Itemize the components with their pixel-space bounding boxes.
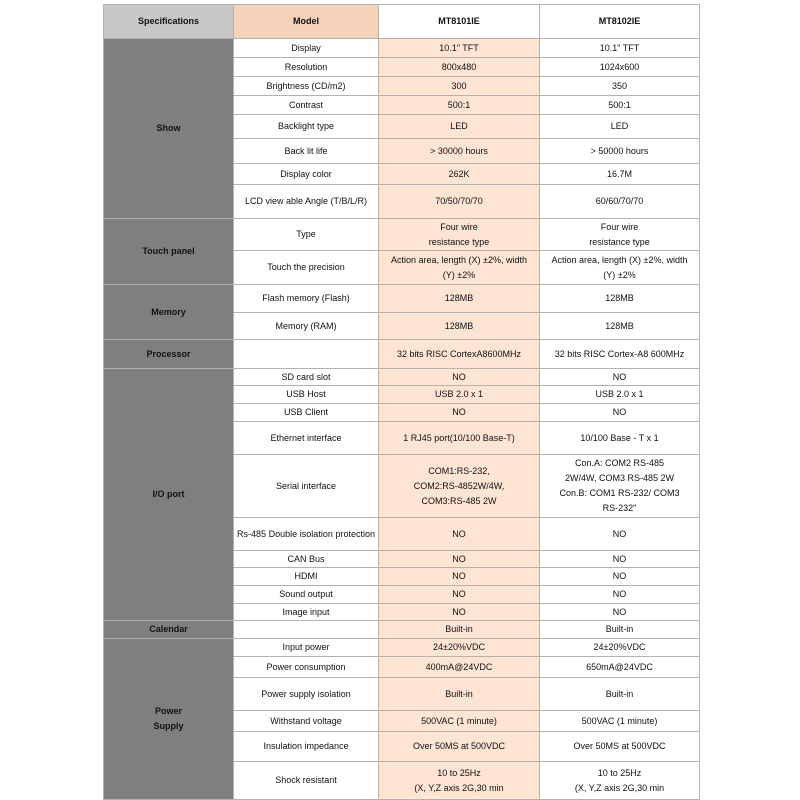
feature-cell: Back lit life [234, 139, 379, 164]
feature-cell: Resolution [234, 58, 379, 77]
value-cell-product1: NO [379, 568, 540, 586]
value-cell-product1: 10.1" TFT [379, 39, 540, 58]
feature-cell: Type [234, 219, 379, 251]
value-cell-product1: 800x480 [379, 58, 540, 77]
value-cell-product2: 16.7M [540, 164, 700, 185]
value-cell-product2: Con.A: COM2 RS-485 2W/4W, COM3 RS-485 2W Con.B: COM1 RS-232/ COM3 RS-232" [540, 455, 700, 518]
value-cell-product1: 128MB [379, 285, 540, 313]
value-cell-product1: 500:1 [379, 96, 540, 115]
feature-cell: LCD view able Angle (T/B/L/R) [234, 185, 379, 219]
value-cell-product1: Built-in [379, 621, 540, 639]
feature-cell: Shock resistant [234, 762, 379, 800]
value-cell-product1: 1 RJ45 port(10/100 Base-T) [379, 422, 540, 455]
table-row [104, 39, 700, 58]
value-cell-product1: 70/50/70/70 [379, 185, 540, 219]
category-cell: Memory [104, 285, 234, 340]
table-row [104, 639, 700, 657]
product1-header: MT8101IE [379, 5, 540, 39]
header-row [104, 5, 700, 39]
category-cell: Power Supply [104, 639, 234, 800]
value-cell-product1: Four wire resistance type [379, 219, 540, 251]
value-cell-product2: 60/60/70/70 [540, 185, 700, 219]
spec-body [104, 39, 700, 800]
value-cell-product1: 32 bits RISC CortexA8600MHz [379, 340, 540, 369]
value-cell-product1: NO [379, 604, 540, 621]
value-cell-product2: 32 bits RISC Cortex-A8 600MHz [540, 340, 700, 369]
table-row [104, 219, 700, 251]
value-cell-product1: LED [379, 115, 540, 139]
feature-cell: USB Host [234, 386, 379, 404]
value-cell-product2: NO [540, 404, 700, 422]
feature-cell: Serial interface [234, 455, 379, 518]
feature-cell [234, 621, 379, 639]
value-cell-product2: LED [540, 115, 700, 139]
value-cell-product2: 500:1 [540, 96, 700, 115]
category-cell: Calendar [104, 621, 234, 639]
value-cell-product2: USB 2.0 x 1 [540, 386, 700, 404]
value-cell-product1: COM1:RS-232, COM2:RS-4852W/4W, COM3:RS-485 2W [379, 455, 540, 518]
value-cell-product2: NO [540, 518, 700, 551]
feature-cell: Rs-485 Double isolation protection [234, 518, 379, 551]
feature-cell: USB Client [234, 404, 379, 422]
product2-header: MT8102IE [540, 5, 700, 39]
value-cell-product1: NO [379, 404, 540, 422]
value-cell-product1: 10 to 25Hz (X, Y,Z axis 2G,30 min [379, 762, 540, 800]
feature-cell: Backlight type [234, 115, 379, 139]
value-cell-product1: 300 [379, 77, 540, 96]
value-cell-product2: NO [540, 604, 700, 621]
value-cell-product2: Four wire resistance type [540, 219, 700, 251]
value-cell-product2: 350 [540, 77, 700, 96]
value-cell-product2: 650mA@24VDC [540, 657, 700, 678]
feature-cell: Flash memory (Flash) [234, 285, 379, 313]
feature-cell: Display [234, 39, 379, 58]
specifications-header: Specifications [104, 5, 234, 39]
value-cell-product1: NO [379, 551, 540, 568]
value-cell-product2: 24±20%VDC [540, 639, 700, 657]
value-cell-product2: NO [540, 586, 700, 604]
category-cell: I/O port [104, 369, 234, 621]
feature-cell: CAN Bus [234, 551, 379, 568]
feature-cell: Brightness (CD/m2) [234, 77, 379, 96]
value-cell-product1: 24±20%VDC [379, 639, 540, 657]
specifications-table [103, 4, 700, 800]
category-cell: Show [104, 39, 234, 219]
feature-cell: Image input [234, 604, 379, 621]
value-cell-product2: NO [540, 369, 700, 386]
value-cell-product2: 128MB [540, 313, 700, 340]
value-cell-product1: Built-in [379, 678, 540, 711]
value-cell-product2: Built-in [540, 621, 700, 639]
feature-cell: Withstand voltage [234, 711, 379, 732]
table-row [104, 621, 700, 639]
value-cell-product1: > 30000 hours [379, 139, 540, 164]
value-cell-product1: NO [379, 586, 540, 604]
feature-cell: SD card slot [234, 369, 379, 386]
value-cell-product1: 128MB [379, 313, 540, 340]
value-cell-product1: Over 50MS at 500VDC [379, 732, 540, 762]
value-cell-product1: NO [379, 369, 540, 386]
category-cell: Processor [104, 340, 234, 369]
model-header: Model [234, 5, 379, 39]
feature-cell: Display color [234, 164, 379, 185]
value-cell-product1: 262K [379, 164, 540, 185]
table-row [104, 369, 700, 386]
feature-cell: Ethernet interface [234, 422, 379, 455]
value-cell-product2: Over 50MS at 500VDC [540, 732, 700, 762]
feature-cell: Memory (RAM) [234, 313, 379, 340]
value-cell-product1: USB 2.0 x 1 [379, 386, 540, 404]
value-cell-product1: Action area, length (X) ±2%, width (Y) ±2% [379, 251, 540, 285]
value-cell-product2: 10/100 Base - T x 1 [540, 422, 700, 455]
feature-cell: Sound output [234, 586, 379, 604]
feature-cell: Input power [234, 639, 379, 657]
value-cell-product1: 500VAC (1 minute) [379, 711, 540, 732]
feature-cell: Touch the precision [234, 251, 379, 285]
feature-cell [234, 340, 379, 369]
feature-cell: Insulation impedance [234, 732, 379, 762]
value-cell-product2: > 50000 hours [540, 139, 700, 164]
feature-cell: HDMI [234, 568, 379, 586]
value-cell-product2: 1024x600 [540, 58, 700, 77]
category-cell: Touch panel [104, 219, 234, 285]
value-cell-product2: Action area, length (X) ±2%, width (Y) ±2% [540, 251, 700, 285]
feature-cell: Power consumption [234, 657, 379, 678]
value-cell-product2: Built-in [540, 678, 700, 711]
table-row [104, 285, 700, 313]
value-cell-product1: NO [379, 518, 540, 551]
value-cell-product1: 400mA@24VDC [379, 657, 540, 678]
table-row [104, 340, 700, 369]
value-cell-product2: 128MB [540, 285, 700, 313]
value-cell-product2: NO [540, 551, 700, 568]
value-cell-product2: 10 to 25Hz (X, Y,Z axis 2G,30 min [540, 762, 700, 800]
value-cell-product2: 10.1" TFT [540, 39, 700, 58]
value-cell-product2: 500VAC (1 minute) [540, 711, 700, 732]
feature-cell: Contrast [234, 96, 379, 115]
value-cell-product2: NO [540, 568, 700, 586]
feature-cell: Power supply isolation [234, 678, 379, 711]
